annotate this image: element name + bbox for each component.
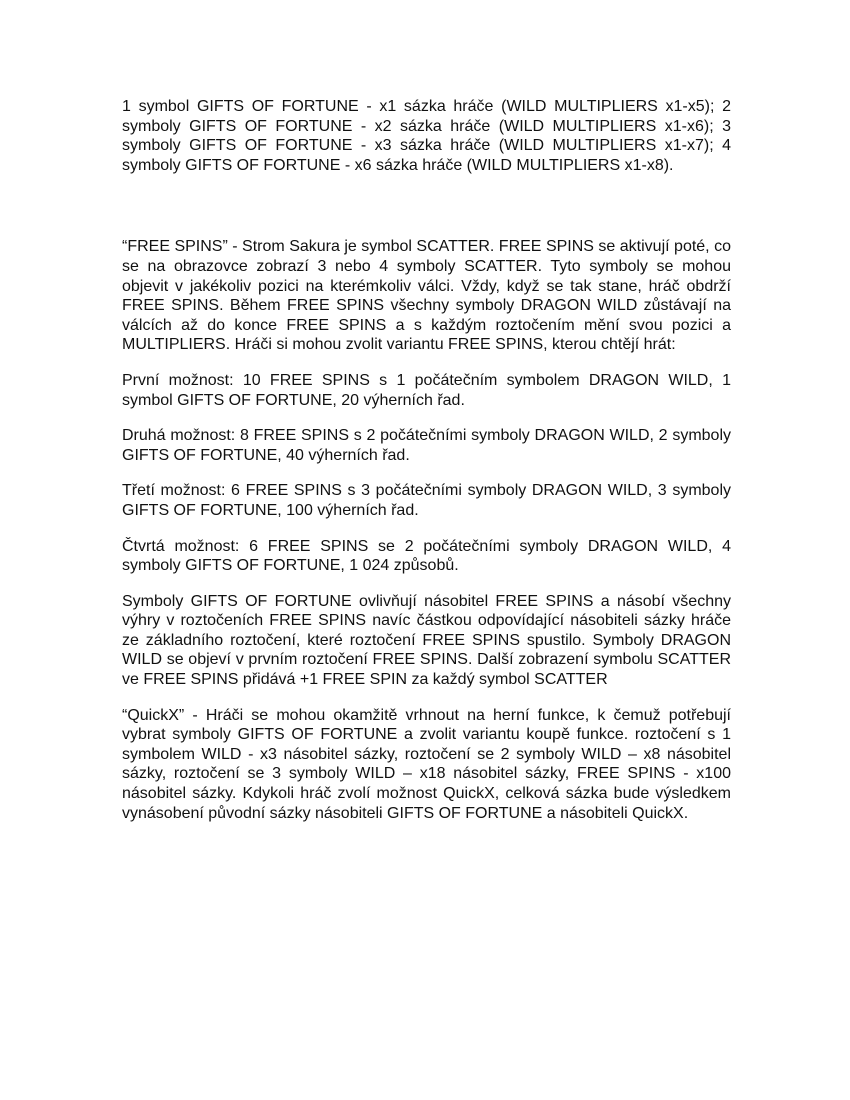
- paragraph-free-spins-intro: “FREE SPINS” - Strom Sakura je symbol SCATTER. FREE SPINS se aktivují poté, co se na obrazovce zobrazí 3 nebo 4 symboly SCATTER. Tyto symboly se mohou objevit v jakékoliv pozici na kterémkoliv válci. Vždy, když se tak stane, hráč obdrží FREE SPINS. Během FREE SPINS všechny symboly DRAGON WILD zůstávají na válcích až do konce FREE SPINS a s každým roztočením mění svou pozici a MULTIPLIERS. Hráči si mohou zvolit variantu FREE SPINS, kterou chtějí hrát:: [122, 238, 731, 354]
- paragraph-option-1: První možnost: 10 FREE SPINS s 1 počátečním symbolem DRAGON WILD, 1 symbol GIFTS OF FORTUNE, 20 výherních řad.: [122, 371, 731, 409]
- paragraph-gifts-of-fortune-multipliers: 1 symbol GIFTS OF FORTUNE - x1 sázka hráče (WILD MULTIPLIERS x1-x5); 2 symboly GIFTS OF FORTUNE - x2 sázka hráče (WILD MULTIPLIERS x1-x6); 3 symboly GIFTS OF FORTUNE - x3 sázka hráče (WILD MULTIPLIERS x1-x7); 4 symboly GIFTS OF FORTUNE - x6 sázka hráče (WILD MULTIPLIERS x1-x8).: [122, 98, 731, 174]
- paragraph-gifts-of-fortune-effect: Symboly GIFTS OF FORTUNE ovlivňují násobitel FREE SPINS a násobí všechny výhry v roztočeních FREE SPINS navíc částkou odpovídající násobiteli sázky hráče ze základního roztočení, které roztočení FREE SPINS spustilo. Symboly DRAGON WILD se objeví v prvním roztočení FREE SPINS. Další zobrazení symbolu SCATTER ve FREE SPINS přidává +1 FREE SPIN za každý symbol SCATTER: [122, 592, 731, 689]
- document-page: [122, 97, 731, 839]
- paragraph-option-4: Čtvrtá možnost: 6 FREE SPINS se 2 počátečními symboly DRAGON WILD, 4 symboly GIFTS OF FORTUNE, 1 024 způsobů.: [122, 537, 731, 575]
- paragraph-option-2: Druhá možnost: 8 FREE SPINS s 2 počátečními symboly DRAGON WILD, 2 symboly GIFTS OF FORTUNE, 40 výherních řad.: [122, 427, 731, 464]
- paragraph-option-3: Třetí možnost: 6 FREE SPINS s 3 počátečními symboly DRAGON WILD, 3 symboly GIFTS OF FORTUNE, 100 výherních řad.: [122, 482, 731, 519]
- paragraph-quickx: “QuickX” - Hráči se mohou okamžitě vrhnout na herní funkce, k čemuž potřebují vybrat symboly GIFTS OF FORTUNE a zvolit variantu koupě funkce. roztočení s 1 symbolem WILD - x3 násobitel sázky, roztočení se 2 symboly WILD – x8 násobitel sázky, roztočení se 3 symboly WILD – x18 násobitel sázky, FREE SPINS - x100 násobitel sázky. Kdykoli hráč zvolí možnost QuickX, celková sázka bude výsledkem vynásobení původní sázky násobiteli GIFTS OF FORTUNE a násobiteli QuickX.: [122, 706, 731, 822]
